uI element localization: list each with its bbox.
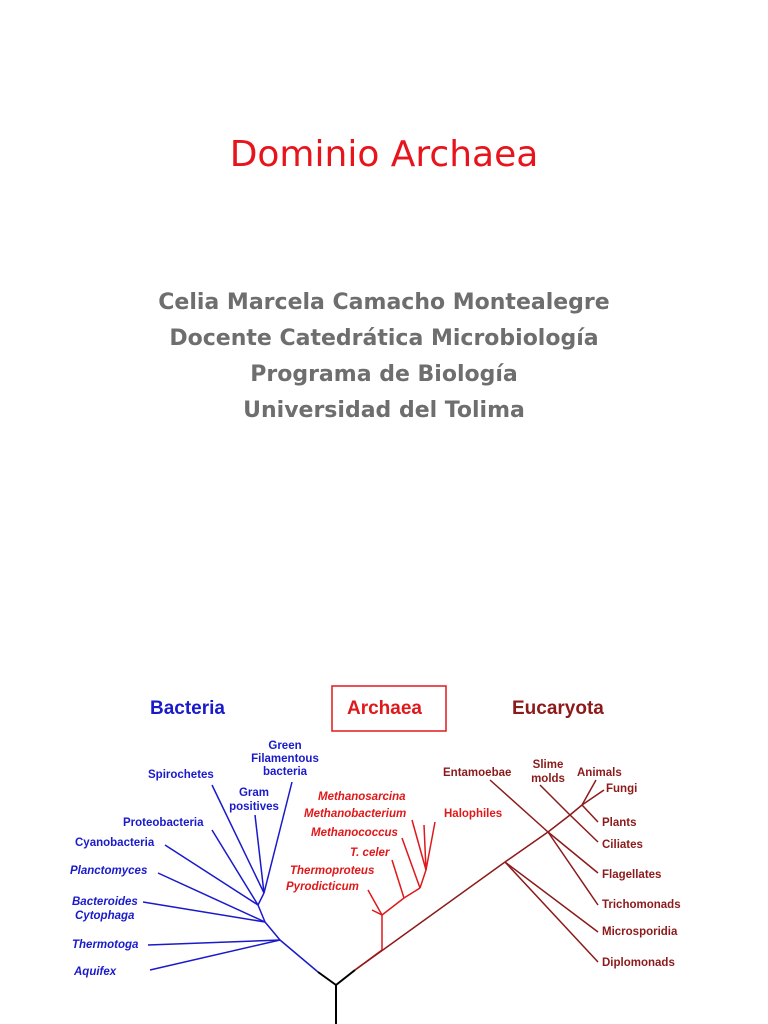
label-diplomonads: Diplomonads: [602, 957, 675, 969]
author-position: Docente Catedrática Microbiología: [169, 326, 599, 351]
label-green: Green: [268, 740, 302, 752]
label-entamoebae: Entamoebae: [443, 767, 512, 779]
label-methanosarcina: Methanosarcina: [318, 791, 406, 803]
author-name: Celia Marcela Camacho Montealegre: [158, 290, 610, 315]
label-t-celer: T. celer: [350, 847, 390, 859]
label-microsporidia: Microsporidia: [602, 926, 678, 938]
label-halophiles: Halophiles: [444, 808, 503, 820]
label-plants: Plants: [602, 817, 637, 829]
domain-label-archaea: Archaea: [347, 698, 422, 719]
author-university: Universidad del Tolima: [243, 398, 525, 423]
label-gram: Gram: [238, 787, 270, 799]
archaea-branches: [355, 820, 435, 970]
domain-label-bacteria: Bacteria: [150, 698, 225, 719]
domain-label-eucaryota: Eucaryota: [512, 698, 604, 719]
label-cytophaga: Cytophaga: [75, 910, 135, 922]
label-planctomyces: Planctomyces: [70, 865, 148, 877]
label-molds: molds: [531, 773, 565, 785]
author-program: Programa de Biología: [250, 362, 518, 387]
label-spirochetes: Spirochetes: [148, 769, 214, 781]
trunk-branches: [318, 970, 355, 1024]
label-slime: Slime: [532, 759, 564, 771]
label-thermoproteus: Thermoproteus: [290, 865, 375, 877]
label-cyanobacteria: Cyanobacteria: [75, 837, 155, 849]
label-fungi: Fungi: [606, 783, 638, 795]
label-ciliates: Ciliates: [602, 839, 643, 851]
label-trichomonads: Trichomonads: [602, 899, 681, 911]
label-bacteria-group: bacteria: [262, 766, 308, 778]
slide-title: Dominio Archaea: [229, 134, 539, 175]
label-bacteroides: Bacteroides: [72, 896, 138, 908]
label-aquifex: Aquifex: [74, 966, 117, 978]
label-methanobacterium: Methanobacterium: [304, 808, 407, 820]
label-proteobacteria: Proteobacteria: [123, 817, 204, 829]
label-methanococcus: Methanococcus: [311, 827, 398, 839]
label-flagellates: Flagellates: [602, 869, 662, 881]
label-pyrodicticum: Pyrodicticum: [286, 881, 359, 893]
label-positives: positives: [229, 801, 279, 813]
label-filamentous: Filamentous: [251, 753, 319, 765]
label-thermotoga: Thermotoga: [72, 939, 139, 951]
label-animals: Animals: [577, 767, 622, 779]
